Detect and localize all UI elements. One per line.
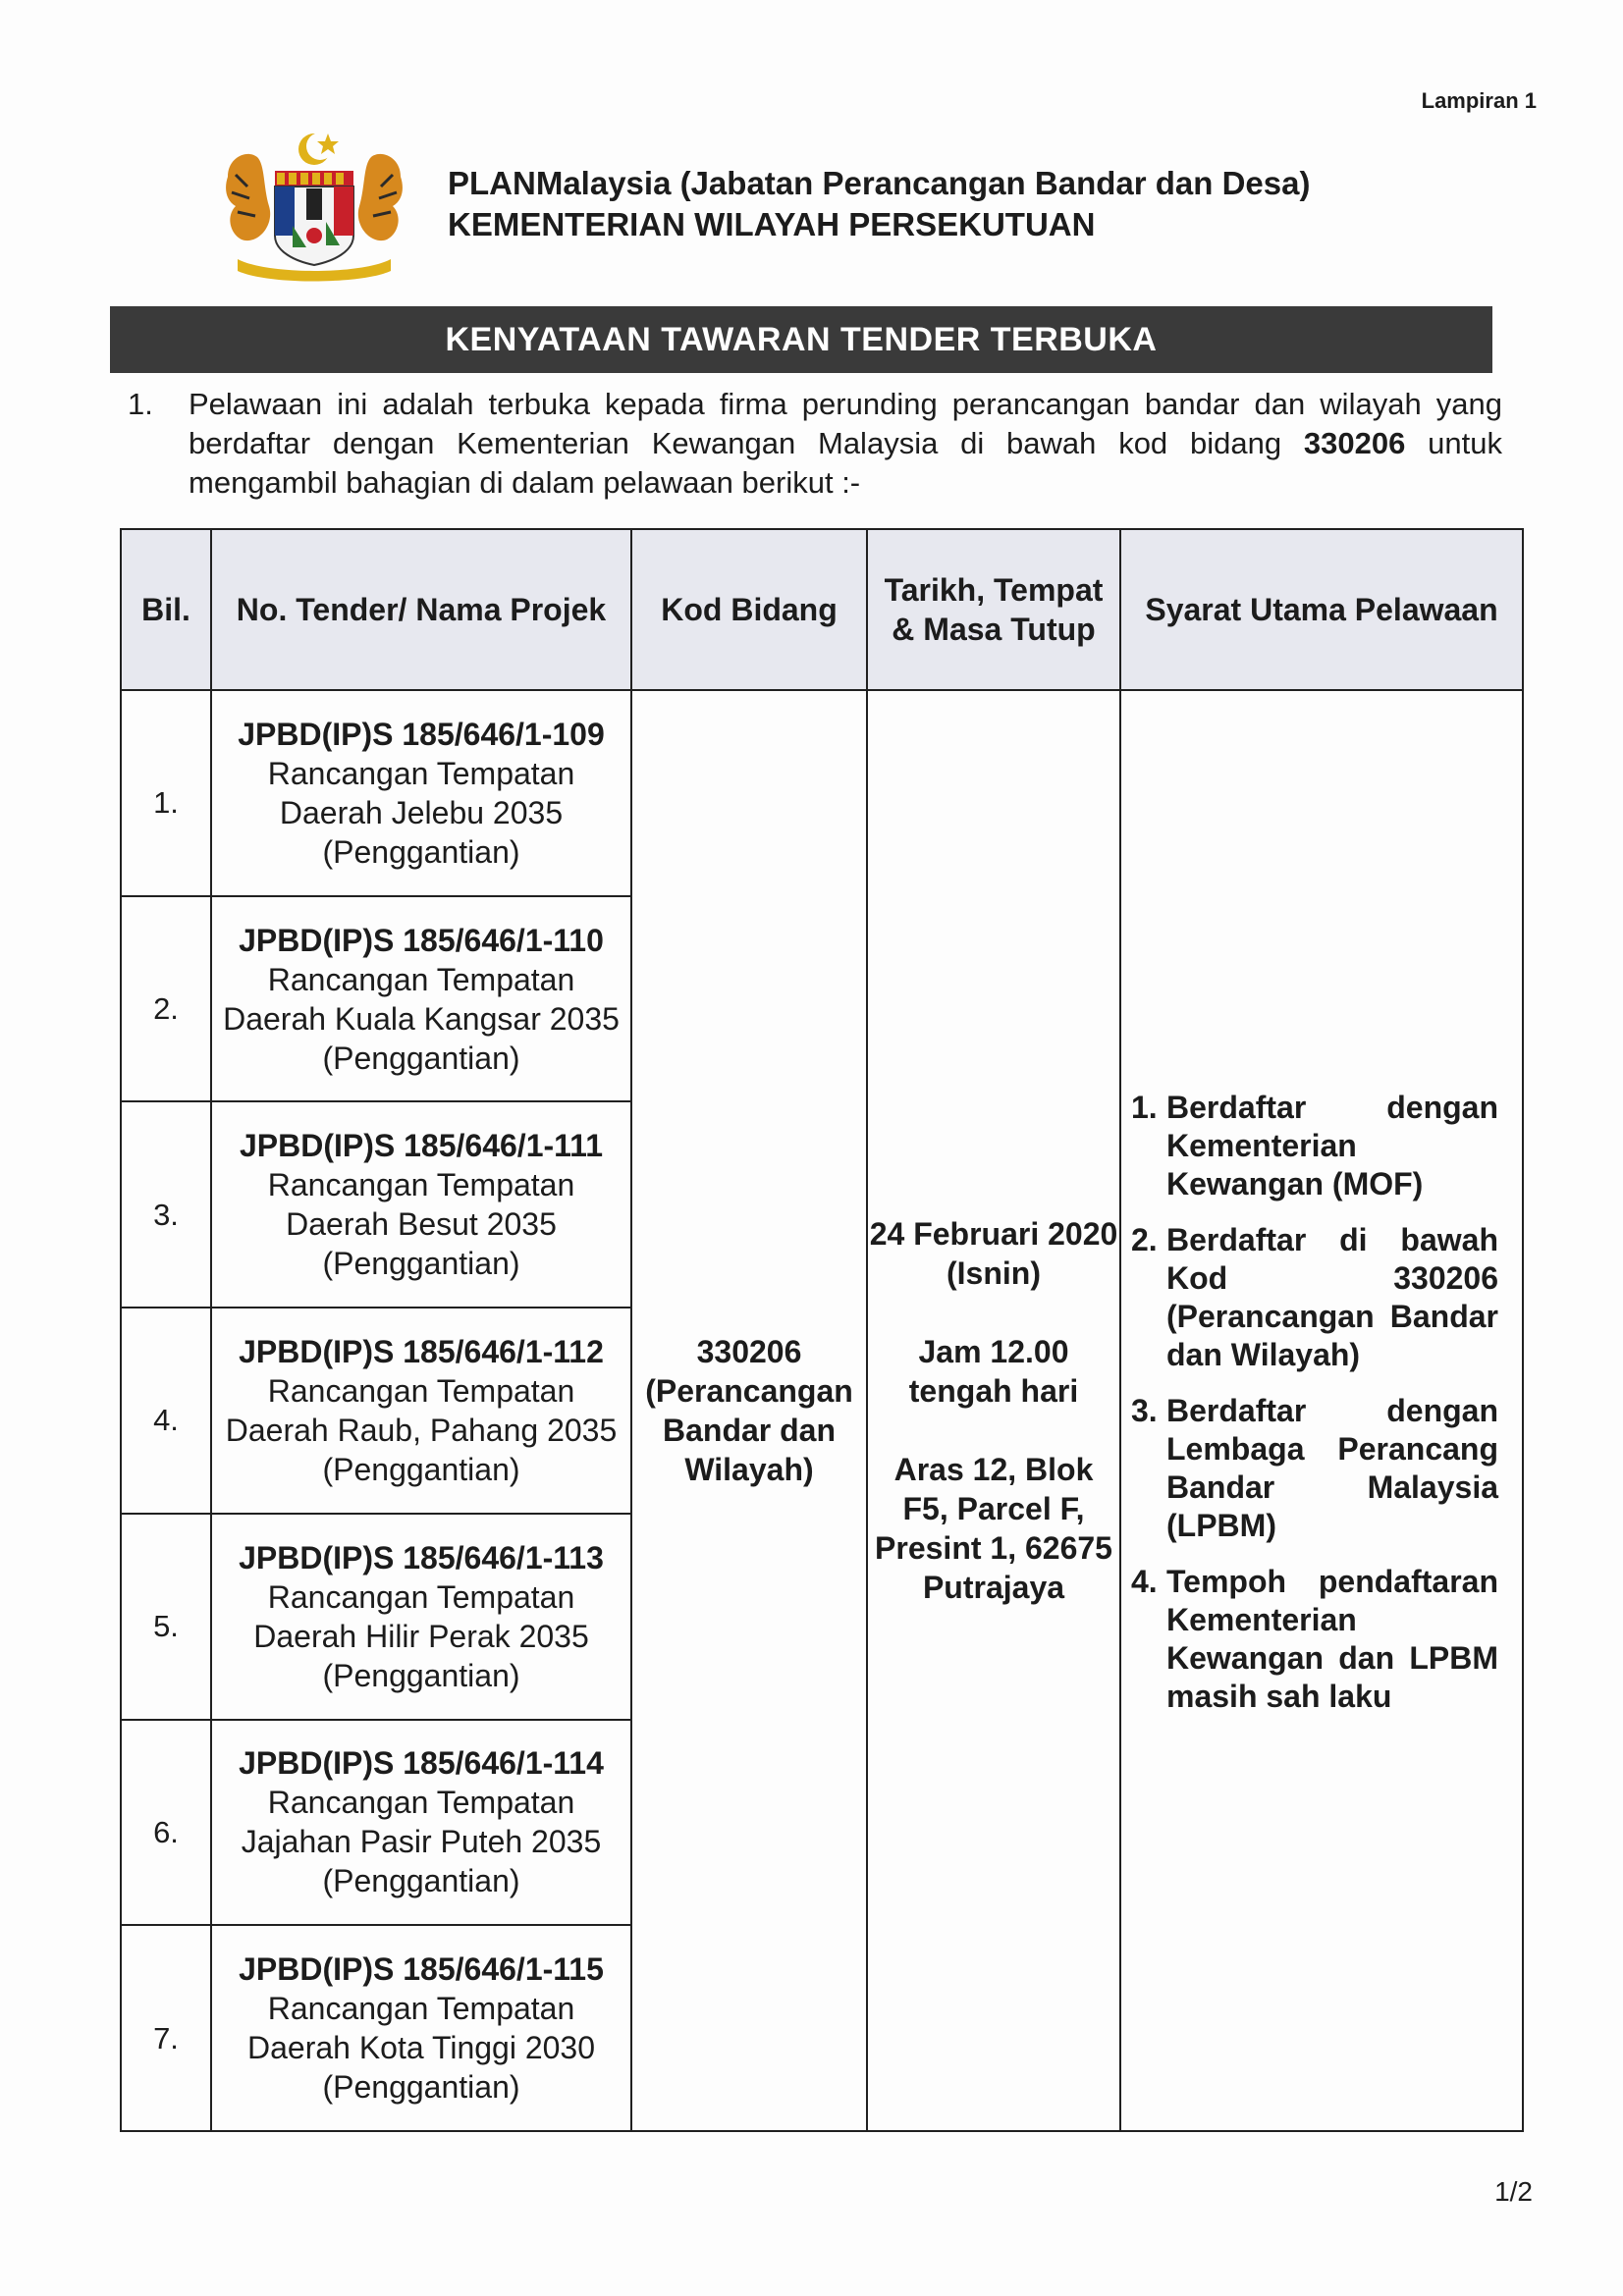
tender-table [120,528,1524,2132]
closing-time: Jam 12.00 tengah hari [908,1334,1079,1409]
tender-number: JPBD(IP)S 185/646/1-111 [239,1128,603,1164]
list-item: 2. Berdaftar di bawah Kod 330206 (Perancangan Bandar dan Wilayah) [1131,1221,1498,1372]
closing-date: 24 Februari 2020 (Isnin) [869,1216,1118,1291]
row-number: 2. [121,896,211,1102]
closing-cell [867,690,1120,2131]
organization-name: PLANMalaysia (Jabatan Perancangan Bandar dan Desa) [448,165,1311,201]
field-code: 330206 [696,1334,802,1369]
intro-text: Pelawaan ini adalah terbuka kepada firma perunding perancangan bandar dan wilayah yang berdaftar dengan Kementerian Kewangan Malaysia di bawah kod bidang [189,387,1502,460]
header-syarat: Syarat Utama Pelawaan [1120,529,1523,690]
header-tender: No. Tender/ Nama Projek [211,529,631,690]
project-name: Rancangan Tempatan Daerah Raub, Pahang 2035 (Penggantian) [225,1372,618,1487]
tender-number: JPBD(IP)S 185/646/1-110 [239,922,604,958]
list-item: 3. Berdaftar dengan Lembaga Perancang Bandar Malaysia (LPBM) [1131,1392,1498,1543]
tender-number: JPBD(IP)S 185/646/1-109 [238,716,605,752]
list-item: 4. Tempoh pendaftaran Kementerian Kewangan dan LPBM masih sah laku [1131,1563,1498,1714]
intro-text-end: untuk mengambil bahagian di dalam pelawaan berikut :- [189,426,1502,500]
closing-place: Aras 12, Blok F5, Parcel F, Presint 1, 62675 Putrajaya [875,1452,1112,1605]
row-number: 3. [121,1101,211,1308]
tender-number: JPBD(IP)S 185/646/1-115 [239,1951,604,1988]
field-code-description: (Perancangan Bandar dan Wilayah) [645,1373,853,1487]
header-tarikh: Tarikh, Tempat & Masa Tutup [867,529,1120,690]
row-number: 1. [121,690,211,896]
intro-paragraph [128,385,1502,503]
project-name: Rancangan Tempatan Jajahan Pasir Puteh 2035 (Penggantian) [241,1785,602,1899]
project-cell [211,1101,631,1308]
coat-of-arms-icon [218,128,410,285]
project-cell [211,1925,631,2131]
header-bil: Bil. [121,529,211,690]
requirements-list [1131,1089,1498,1716]
tender-number: JPBD(IP)S 185/646/1-112 [239,1333,604,1369]
project-cell [211,1308,631,1514]
project-cell [211,896,631,1102]
field-code-cell [631,690,867,2131]
table-row [121,690,1523,896]
requirements-cell [1120,690,1523,2131]
tender-number: JPBD(IP)S 185/646/1-114 [239,1745,604,1782]
organization-header [448,163,1310,245]
row-number: 4. [121,1308,211,1514]
ministry-name: KEMENTERIAN WILAYAH PERSEKUTUAN [448,206,1096,242]
paragraph-number: 1. [128,387,153,421]
project-cell [211,1514,631,1720]
project-name: Rancangan Tempatan Daerah Besut 2035 (Penggantian) [267,1167,575,1282]
notice-title-banner: KENYATAAN TAWARAN TENDER TERBUKA [110,306,1492,373]
header-kod: Kod Bidang [631,529,867,690]
row-number: 7. [121,1925,211,2131]
intro-field-code: 330206 [1303,426,1406,460]
attachment-label: Lampiran 1 [1421,88,1537,113]
page-number: 1/2 [1494,2176,1533,2207]
project-cell [211,690,631,896]
project-name: Rancangan Tempatan Daerah Jelebu 2035 (Penggantian) [267,755,575,870]
project-cell [211,1720,631,1926]
project-name: Rancangan Tempatan Daerah Kuala Kangsar 2035 (Penggantian) [223,961,620,1076]
list-item: 1. Berdaftar dengan Kementerian Kewangan (MOF) [1131,1089,1498,1201]
project-name: Rancangan Tempatan Daerah Hilir Perak 2035 (Penggantian) [253,1578,589,1693]
row-number: 5. [121,1514,211,1720]
tender-number: JPBD(IP)S 185/646/1-113 [239,1539,604,1575]
table-header-row [121,529,1523,690]
project-name: Rancangan Tempatan Daerah Kota Tinggi 2030 (Penggantian) [246,1991,596,2106]
row-number: 6. [121,1720,211,1926]
